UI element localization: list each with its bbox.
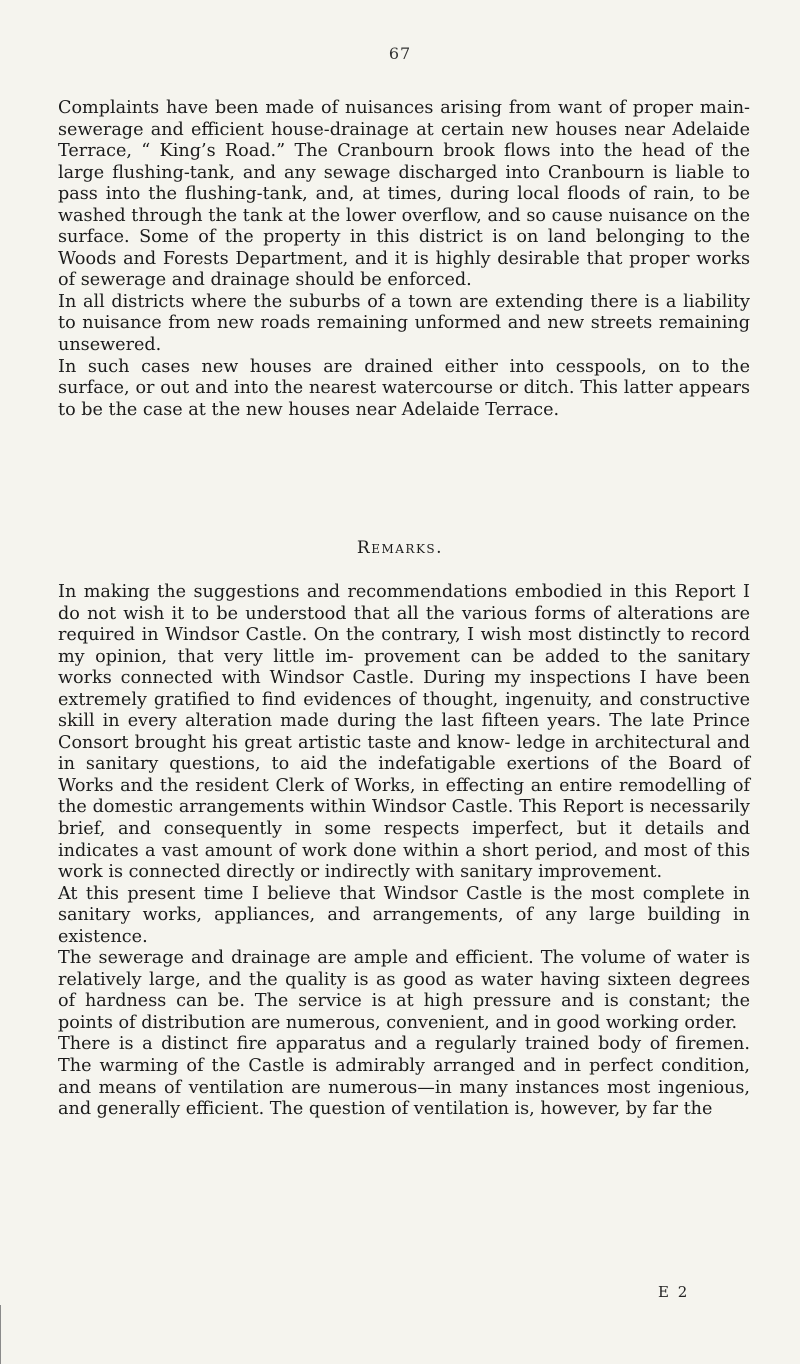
paragraph: The sewerage and drainage are ample and efficient. The volume of water is relatively large, and the quality is as good as water having sixteen degrees of hardness can be. The service is at high pressure and is constant; the points of distribution are numerous, convenient, and in good working order. <box>58 948 750 1033</box>
margin-rule <box>0 1305 1 1364</box>
paragraph: At this present time I believe that Windsor Castle is the most complete in sanitary works, appliances, and arrangements, of any large building in existence. <box>58 883 750 947</box>
section-remarks <box>58 582 750 1121</box>
paragraph: In all districts where the suburbs of a town are extending there is a liability to nuisance from new roads remaining unformed and new streets remaining unsewered. <box>58 291 750 356</box>
paragraph: There is a distinct fire apparatus and a regularly trained body of firemen. The warming of the Castle is admirably arranged and in perfect condition, and means of ventilation are numerous—in many instances most ingenious, and generally efficient. The question of ventilation is, however, by far the <box>58 1034 750 1120</box>
signature-mark: E 2 <box>658 1283 690 1301</box>
section-nuisances <box>58 98 750 421</box>
section-heading: Remarks. <box>356 538 444 558</box>
paragraph: In such cases new houses are drained either into cesspools, on to the surface, or out and into the nearest watercourse or ditch. This latter appears to be the case at the new houses near Adelaide Terrace. <box>58 356 750 420</box>
page-number: 67 <box>388 44 412 63</box>
paragraph: In making the suggestions and recommendations embodied in this Report I do not wish it to be understood that all the various forms of alterations are required in Windsor Castle. On the contrary, I wish most distinctly to record my opinion, that very little im- provement can be added to the sanitary works connected with Windsor Castle. During my inspections I have been extremely gratified to find evidences of thought, ingenuity, and constructive skill in every alteration made during the last fifteen years. The late Prince Consort brought his great artistic taste and know- ledge in architectural and in sanitary questions, to aid the indefatigable exertions of the Board of Works and the resident Clerk of Works, in effecting an entire remodelling of the domestic arrangements within Windsor Castle. This Report is necessarily brief, and consequently in some respects imperfect, but it details and indicates a vast amount of work done within a short period, and most of this work is connected directly or indirectly with sanitary improvement. <box>58 582 750 883</box>
paragraph: Complaints have been made of nuisances arising from want of proper main-sewerage and efficient house-drainage at certain new houses near Adelaide Terrace, “ King’s Road.” The Cranbourn brook flows into the head of the large flushing-tank, and any sewage discharged into Cranbourn is liable to pass into the flushing-tank, and, at times, during local floods of rain, to be washed through the tank at the lower overflow, and so cause nuisance on the surface. Some of the property in this district is on land belonging to the Woods and Forests Department, and it is highly desirable that proper works of sewerage and drainage should be enforced. <box>58 98 750 291</box>
